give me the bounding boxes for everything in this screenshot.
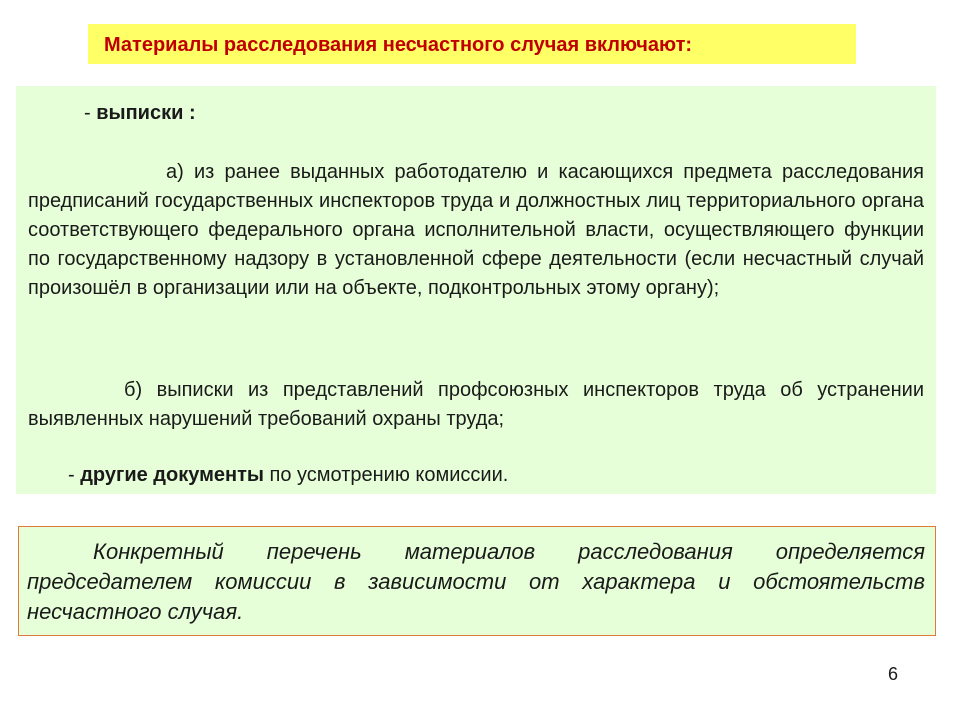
extracts-heading [84,102,196,125]
extracts-dash: - [84,102,97,124]
slide-title-box [88,24,856,64]
other-documents-dash: - [68,464,81,486]
note-panel [18,526,936,636]
extract-item-a: а) из ранее выданных работодателю и касающихся предмета расследования предписаний государственных инспекторов труда и должностных лиц территориального органа соответствующего федерального органа исполнительной власти, осуществляющего функции по государственному надзору в установленной сфере деятельности (если несчастный случай произошёл в организации или на объекте, подконтрольных этому органу); [28,161,924,299]
other-documents-rest: по усмотрению комиссии. [263,464,509,486]
page-number: 6 [888,664,899,684]
extracts-label: выписки : [96,102,196,124]
slide-title: Материалы расследования несчастного случая включают: [104,34,693,56]
note-text: Конкретный перечень материалов расследования определяется председателем комиссии в зависимости от характера и обстоятельств несчастного случая. [27,539,925,624]
extract-item-b: б) выписки из представлений профсоюзных инспекторов труда об устранении выявленных нарушений требований охраны труда; [28,379,924,430]
other-documents-line [68,464,508,487]
materials-panel [16,86,936,494]
other-documents-label: другие документы [80,464,264,486]
